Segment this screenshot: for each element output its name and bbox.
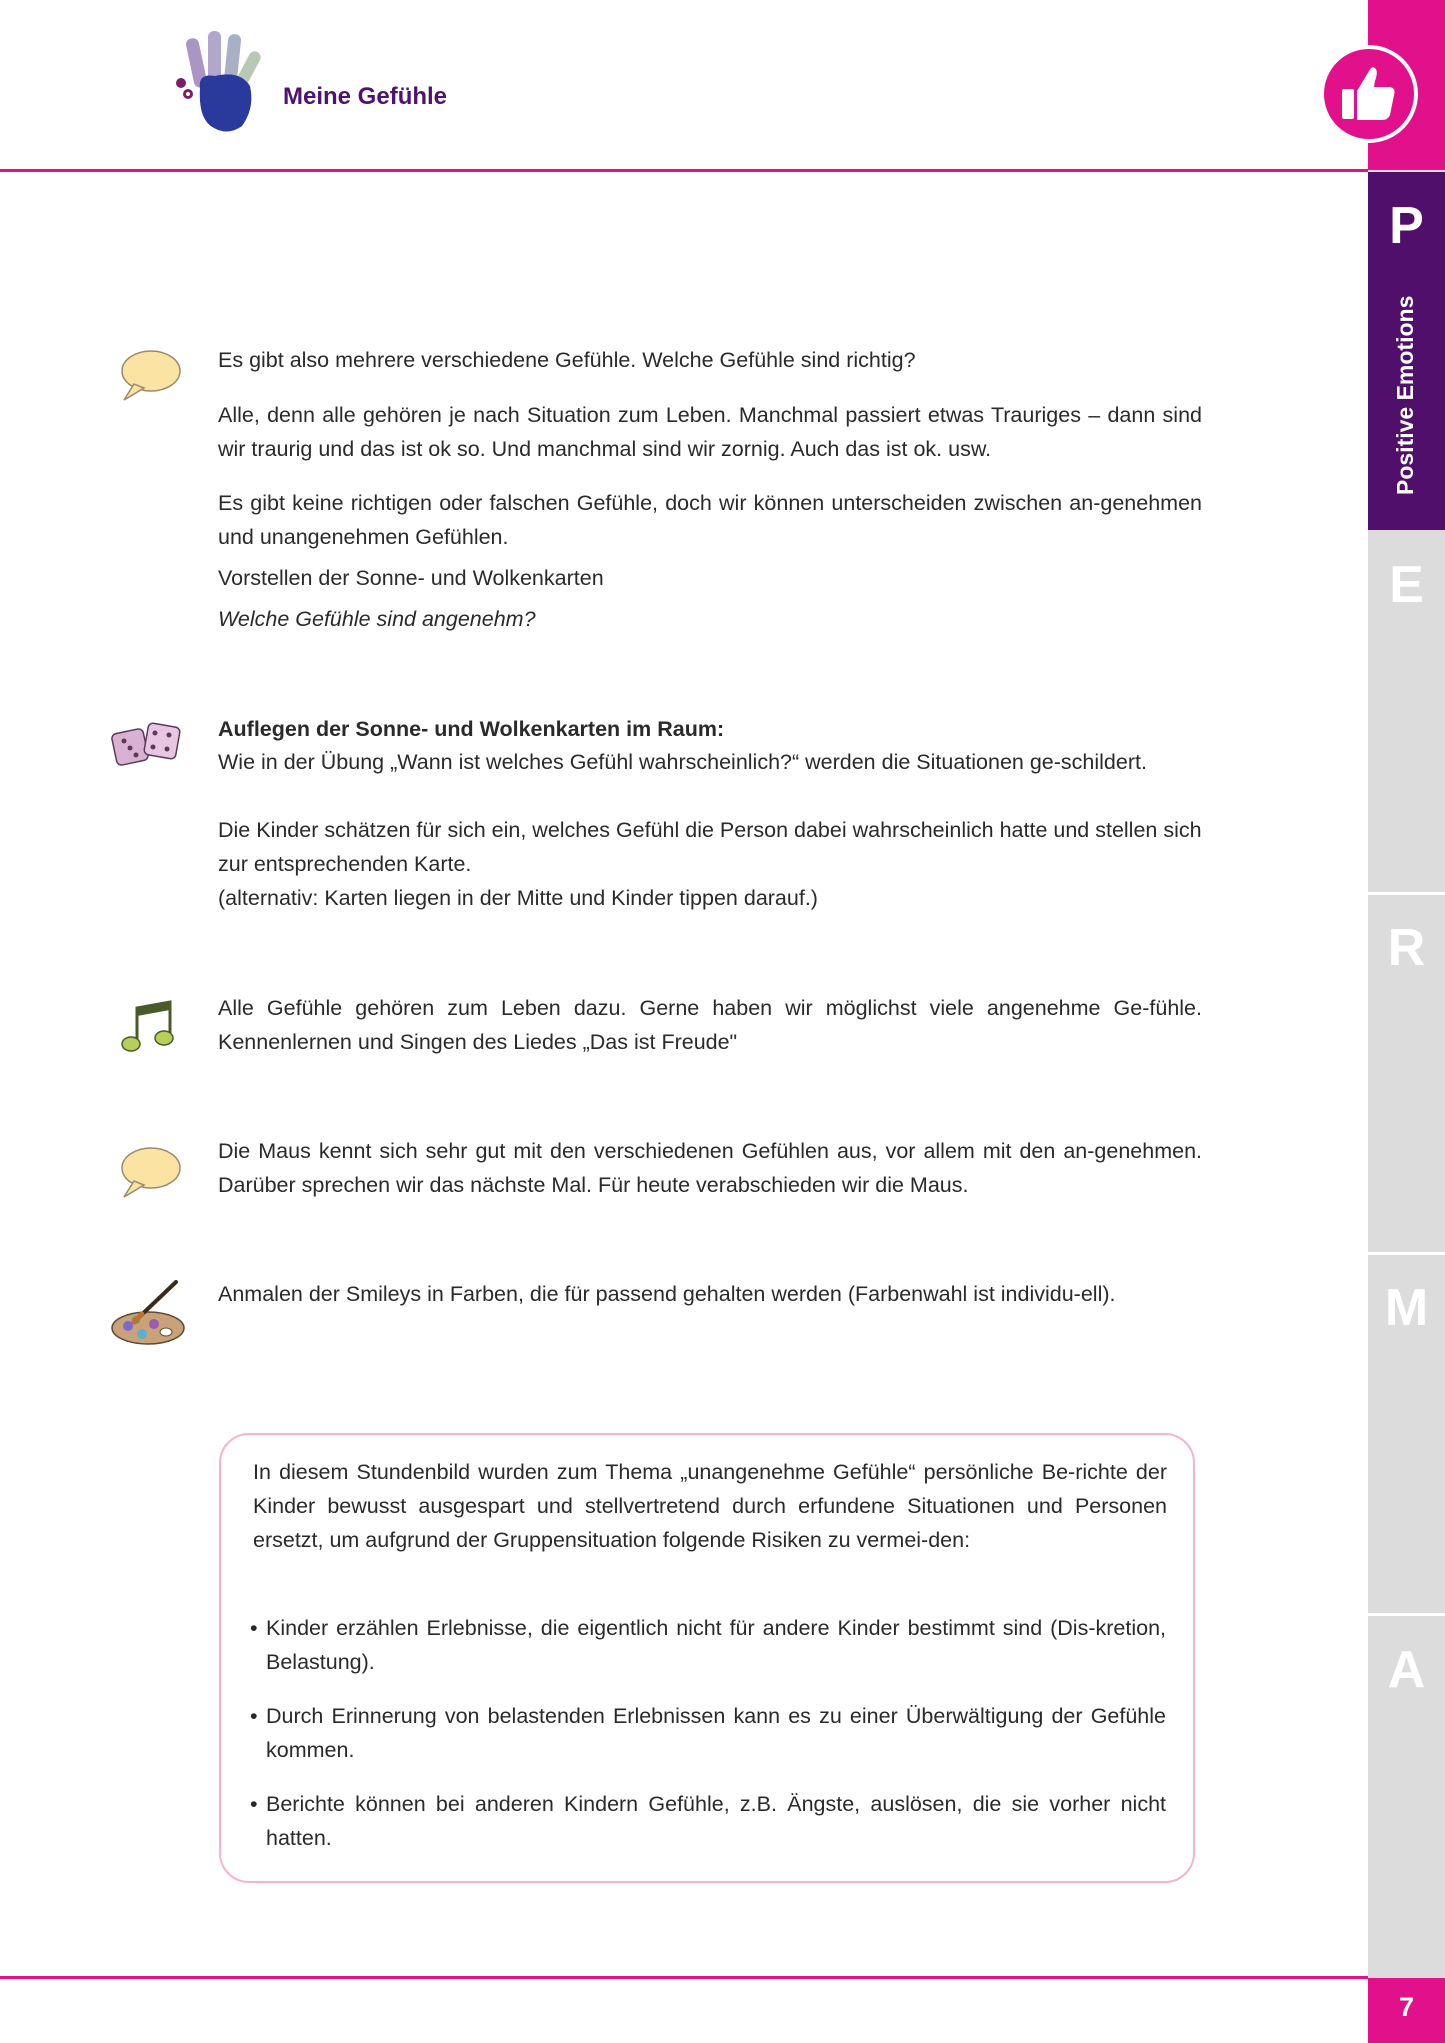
sidebar-letter-p: P [1389,197,1424,255]
section-5-text: Anmalen der Smileys in Farben, die für passend gehalten werden (Farbenwahl ist individu-ell). [218,1282,1116,1306]
sidebar-divider [1368,892,1445,895]
section-1-line-3: Es gibt keine richtigen oder falschen Gefühle, doch wir können unterscheiden zwischen an-genehmen und unangenehmen Gefühlen. [218,491,1202,549]
section-3-text: Alle Gefühle gehören zum Leben dazu. Gerne haben wir möglichst viele angenehme Ge-fühle. Kennenlernen und Singen des Liedes „Das ist Freude" [218,996,1202,1054]
footer-divider [0,1976,1368,1979]
section-1-line-4: Vorstellen der Sonne- und Wolkenkarten [218,566,604,590]
sidebar-letter-m: M [1384,1279,1429,1337]
music-note-icon [120,998,176,1056]
speech-bubble-icon [118,348,182,404]
sidebar-divider [1368,1252,1445,1255]
thumbs-up-icon [1324,49,1414,139]
section-4-text: Die Maus kennt sich sehr gut mit den verschiedenen Gefühlen aus, vor allem mit den an-genehmen. Darüber sprechen wir das nächste Mal. Für heute verabschieden wir die Maus. [218,1139,1202,1197]
info-box-bullet-3: Berichte können bei anderen Kindern Gefühle, z.B. Ängste, auslösen, die sie vorher nicht hatten. [266,1792,1166,1850]
section-2-line-1: Wie in der Übung „Wann ist welches Gefühl wahrscheinlich?“ werden die Situationen ge-schildert. [218,750,1147,774]
section-1-line-1: Es gibt also mehrere verschiedene Gefühle. Welche Gefühle sind richtig? [218,348,916,372]
sidebar-letter-r: R [1387,919,1426,977]
document-title: Meine Gefühle [283,83,448,110]
bullet-marker: • [250,1792,258,1816]
sidebar-letter-a: A [1387,1641,1426,1699]
dice-icon [108,717,186,773]
section-2-heading: Auflegen der Sonne- und Wolkenkarten im Raum: [218,717,725,741]
section-2-line-2: Die Kinder schätzen für sich ein, welches Gefühl die Person dabei wahrscheinlich hatte und stellen sich zur entsprechenden Karte. [218,818,1202,876]
sidebar-divider [1368,1613,1445,1616]
sidebar-letter-e: E [1389,556,1424,614]
hand-logo-icon [170,28,280,143]
speech-bubble-icon [118,1145,182,1201]
paint-palette-icon [106,1276,188,1348]
info-box-intro: In diesem Stundenbild wurden zum Thema „unangenehme Gefühle“ persönliche Be-richte der Kinder bewusst ausgespart und stellvertretend durch erfundene Situationen und Personen ersetzt, um aufgrund der Gruppensituation folgende Risiken zu vermei-den: [253,1460,1167,1552]
section-1-line-2: Alle, denn alle gehören je nach Situation zum Leben. Manchmal passiert etwas Trauriges – dann sind wir traurig und das ist ok so. Und manchmal sind wir zornig. Auch das ist ok. usw. [218,403,1202,461]
thumbs-up-badge [1320,45,1418,143]
bullet-marker: • [250,1616,258,1640]
bullet-marker: • [250,1704,258,1728]
section-2-line-3: (alternativ: Karten liegen in der Mitte und Kinder tippen darauf.) [218,886,818,910]
info-box-bullet-1: Kinder erzählen Erlebnisse, die eigentlich nicht für andere Kinder bestimmt sind (Dis-kretion, Belastung). [266,1616,1166,1674]
info-box-bullet-2: Durch Erinnerung von belastenden Erlebnissen kann es zu einer Überwältigung der Gefühle kommen. [266,1704,1166,1762]
section-1-question: Welche Gefühle sind angenehm? [218,607,536,631]
page-number: 7 [1398,1992,1415,2022]
sidebar-section-label: Positive Emotions [1392,295,1418,495]
header-divider [0,169,1368,172]
